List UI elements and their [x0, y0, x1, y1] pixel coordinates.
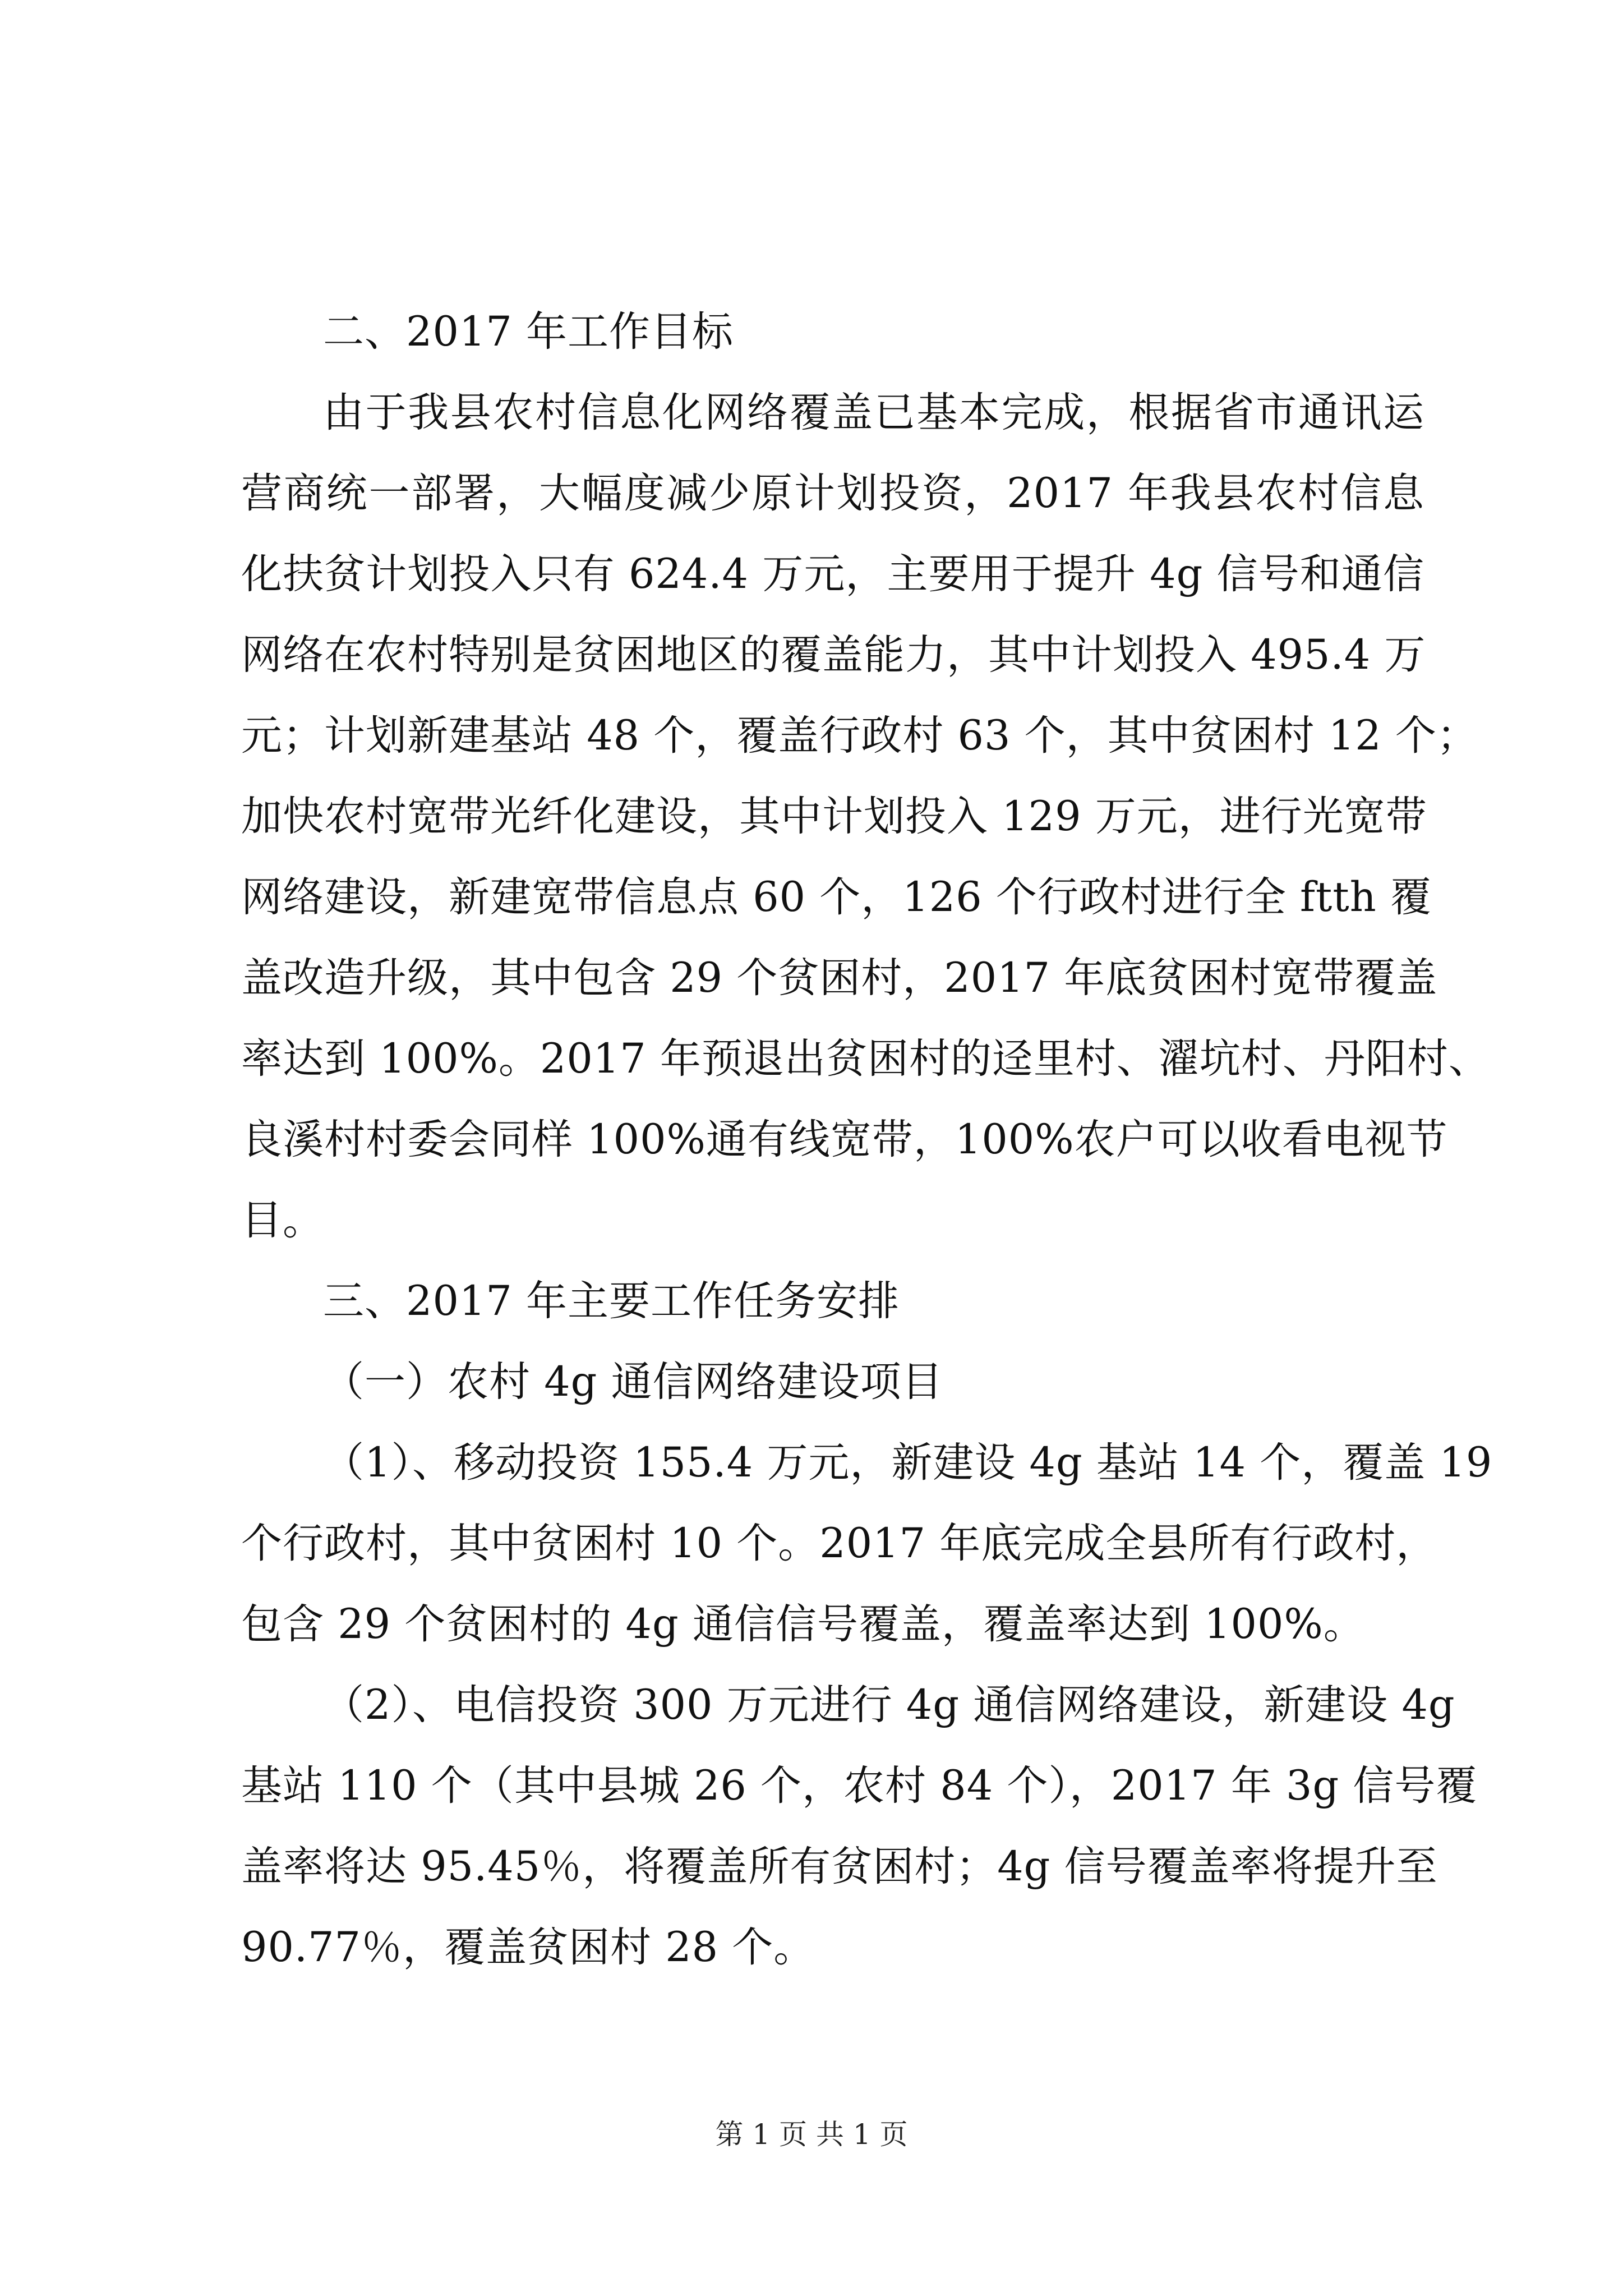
text-line: 网络建设，新建宽带信息点 60 个，126 个行政村进行全 ftth 覆	[241, 873, 1432, 921]
text-line: 二、2017 年工作目标	[323, 308, 734, 356]
text-line: 率达到 100%。2017 年预退出贫困村的迳里村、濯坑村、丹阳村、	[241, 1035, 1490, 1083]
text-line: 元；计划新建基站 48 个，覆盖行政村 63 个，其中贫困村 12 个；	[241, 712, 1478, 760]
text-line: 包含 29 个贫困村的 4g 通信信号覆盖，覆盖率达到 100%。	[241, 1600, 1365, 1648]
text-line: 盖率将达 95.45％，将覆盖所有贫困村；4g 信号覆盖率将提升至	[241, 1843, 1438, 1890]
text-line: 三、2017 年主要工作任务安排	[323, 1277, 900, 1325]
text-line: 化扶贫计划投入只有 624.4 万元，主要用于提升 4g 信号和通信	[241, 550, 1424, 598]
text-line: 网络在农村特别是贫困地区的覆盖能力，其中计划投入 495.4 万	[241, 631, 1426, 679]
text-line: （1）、移动投资 155.4 万元，新建设 4g 基站 14 个，覆盖 19	[323, 1439, 1493, 1487]
text-line: 基站 110 个（其中县城 26 个，农村 84 个），2017 年 3g 信号覆	[241, 1762, 1478, 1810]
text-line: 90.77％，覆盖贫困村 28 个。	[241, 1924, 815, 1971]
page-footer: 第 1 页 共 1 页	[715, 2118, 908, 2151]
text-line: 营商统一部署，大幅度减少原计划投资，2017 年我县农村信息	[241, 470, 1424, 517]
document-body	[241, 292, 1493, 1988]
text-line: （2）、电信投资 300 万元进行 4g 通信网络建设，新建设 4g	[323, 1681, 1455, 1729]
text-line: （一）农村 4g 通信网络建设项目	[323, 1358, 943, 1406]
text-line: 由于我县农村信息化网络覆盖已基本完成，根据省市通讯运	[323, 389, 1424, 436]
text-line: 加快农村宽带光纤化建设，其中计划投入 129 万元，进行光宽带	[241, 793, 1427, 840]
text-line: 良溪村村委会同样 100%通有线宽带，100%农户可以收看电视节	[241, 1116, 1448, 1163]
text-line: 盖改造升级，其中包含 29 个贫困村，2017 年底贫困村宽带覆盖	[241, 954, 1438, 1002]
text-line: 个行政村，其中贫困村 10 个。2017 年底完成全县所有行政村，	[241, 1520, 1438, 1567]
text-line: 目。	[241, 1197, 324, 1244]
